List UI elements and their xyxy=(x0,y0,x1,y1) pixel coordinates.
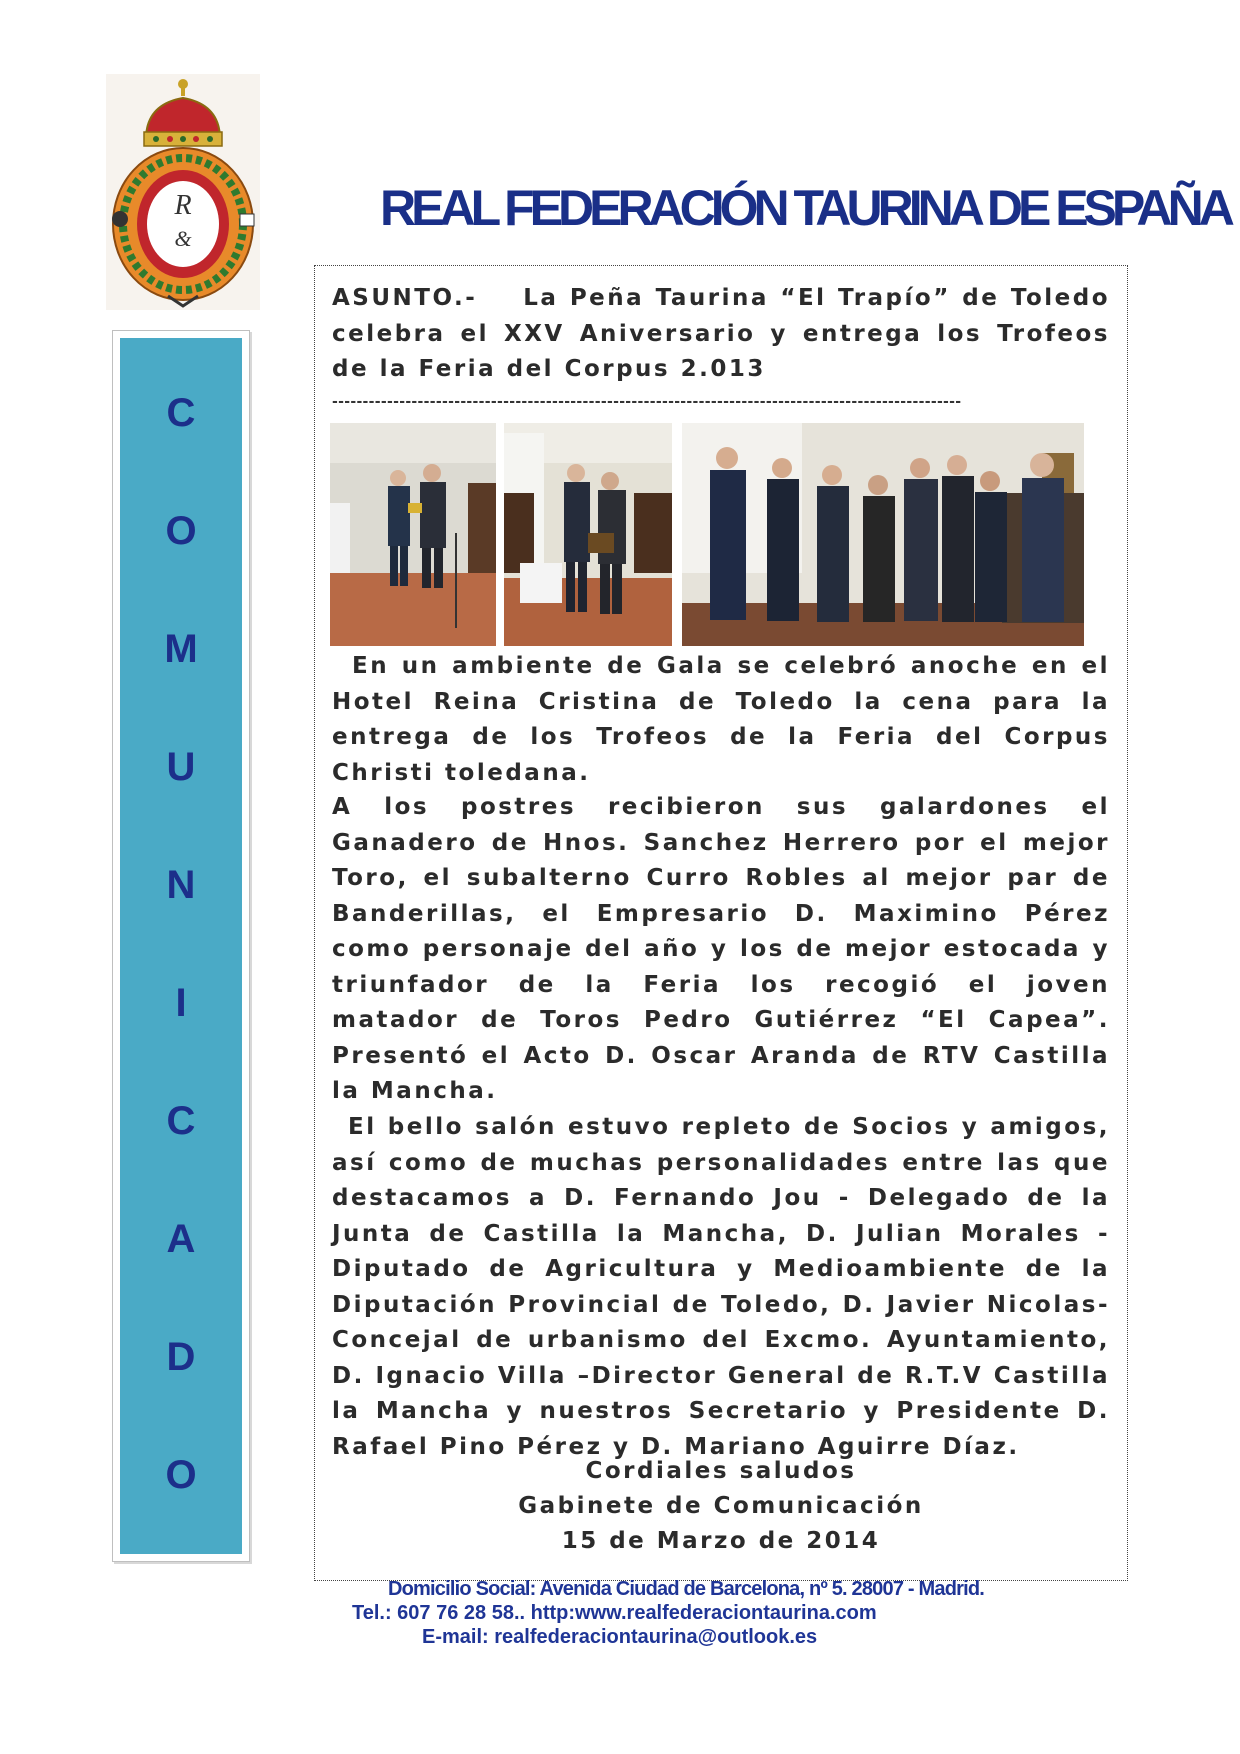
sidebar-letter: D xyxy=(166,1335,196,1379)
sidebar-letter: I xyxy=(175,981,187,1025)
sidebar-letter: N xyxy=(166,863,196,907)
sidebar-letter: M xyxy=(164,627,198,671)
subject-label: ASUNTO.- xyxy=(332,285,478,311)
closing-greeting: Cordiales saludos xyxy=(585,1458,857,1484)
paragraph-gala: En un ambiente de Gala se celebró anoche en el Hotel Reina Cristina de Toledo la cena para la entrega de los Trofeos de la Feria del Corpus Christi toledana. xyxy=(332,653,1110,786)
paragraph-guests: El bello salón estuvo repleto de Socios y amigos, así como de muchas personalidades entre las que destacamos a D. Fernando Jou - Delegado de la Junta de Castilla la Mancha, D. Julian Morales - Diputado de Agricultura y Medioambiente de la Diputación Provincial de Toledo, D. Javier Nicolas- Concejal de urbanismo del Excmo. Ayuntamiento, D. Ignacio Villa –Director General de R.T.V Castilla la Mancha y nuestros Secretario y Presidente D. Rafael Pino Pérez y D. Mariano Aguirre Díaz. xyxy=(332,1114,1110,1460)
sidebar-letter: U xyxy=(166,745,196,789)
federation-crest-logo xyxy=(106,74,260,310)
award-photo xyxy=(330,423,496,646)
svg-text:&: & xyxy=(174,226,192,251)
subject-line xyxy=(332,281,1110,388)
separator-line: ------------------------------------------------------------------------------------------------------- xyxy=(332,394,962,410)
group-photo xyxy=(682,423,1084,646)
trophy-photo xyxy=(504,423,672,646)
closing-department: Gabinete de Comunicación xyxy=(518,1493,924,1519)
paragraph-awards: A los postres recibieron sus galardones el Ganadero de Hnos. Sanchez Herrero por el mejor Toro, el subalterno Curro Robles al mejor par de Banderillas, el Empresario D. Maximino Pérez como personaje del año y los de mejor estocada y triunfador de la Feria los recogió el joven matador de Toros Pedro Gutiérrez “El Capea”. Presentó el Acto D. Oscar Aranda de RTV Castilla la Mancha. xyxy=(332,794,1110,1104)
sidebar-letter: C xyxy=(166,1099,196,1143)
sidebar-letter: O xyxy=(165,509,197,553)
footer-contact-link[interactable]: Tel.: 607 76 28 58.. http:www.realfederaciontaurina.com xyxy=(352,1602,877,1624)
organization-title: REAL FEDERACIÓN TAURINA DE ESPAÑA xyxy=(380,180,1230,236)
footer-address: Domicilio Social: Avenida Ciudad de Barcelona, nº 5. 28007 - Madrid. xyxy=(388,1578,985,1600)
sidebar-letter: A xyxy=(166,1217,196,1261)
sidebar-letter: C xyxy=(166,391,196,435)
footer-email-link[interactable]: E-mail: realfederaciontaurina@outlook.es xyxy=(422,1626,818,1648)
closing-date: 15 de Marzo de 2014 xyxy=(561,1528,881,1554)
svg-text:R: R xyxy=(174,190,192,221)
subject-text: La Peña Taurina “El Trapío” de Toledo celebra el XXV Aniversario y entrega los Trofeos de la Feria del Corpus 2.013 xyxy=(332,285,1111,382)
sidebar-letter: O xyxy=(165,1453,197,1497)
